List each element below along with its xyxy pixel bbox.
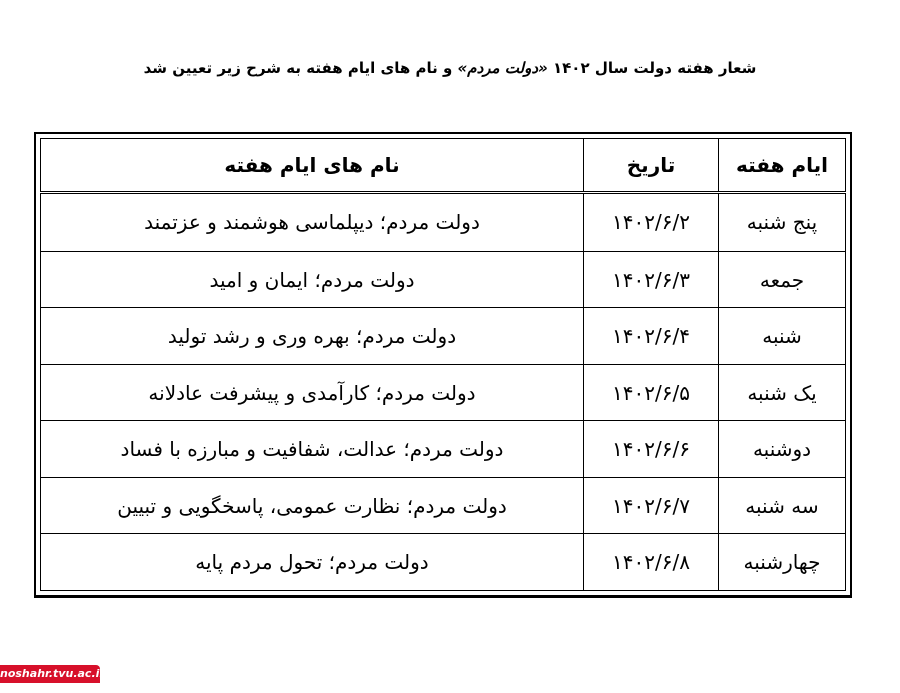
table-row xyxy=(41,534,846,591)
header-day: ایام هفته xyxy=(719,139,846,193)
cell-name: دولت مردم؛ دیپلماسی هوشمند و عزتمند xyxy=(41,193,584,252)
cell-day: سه شنبه xyxy=(719,477,846,534)
page-title-rest: و نام های ایام هفته به شرح زیر تعیین شد xyxy=(143,59,458,77)
header-name: نام های ایام هفته xyxy=(41,139,584,193)
week-table-frame xyxy=(34,132,852,598)
table-row xyxy=(41,308,846,365)
site-link[interactable]: noshahr.tvu.ac.ir xyxy=(0,665,100,683)
cell-date: ۱۴۰۲/۶/۴ xyxy=(584,308,719,365)
table-header-row xyxy=(41,139,846,193)
cell-day: پنج شنبه xyxy=(719,193,846,252)
cell-date: ۱۴۰۲/۶/۳ xyxy=(584,251,719,308)
cell-day: چهارشنبه xyxy=(719,534,846,591)
cell-day: دوشنبه xyxy=(719,421,846,478)
cell-name: دولت مردم؛ بهره وری و رشد تولید xyxy=(41,308,584,365)
header-date: تاریخ xyxy=(584,139,719,193)
page-title xyxy=(0,56,900,80)
page-title-text: شعار هفته دولت سال ۱۴۰۲ xyxy=(547,59,757,77)
cell-day: جمعه xyxy=(719,251,846,308)
page-title-emphasis: «دولت مردم» xyxy=(457,59,548,77)
cell-name: دولت مردم؛ ایمان و امید xyxy=(41,251,584,308)
cell-name: دولت مردم؛ نظارت عمومی، پاسخگویی و تبیین xyxy=(41,477,584,534)
cell-date: ۱۴۰۲/۶/۵ xyxy=(584,364,719,421)
cell-name: دولت مردم؛ کارآمدی و پیشرفت عادلانه xyxy=(41,364,584,421)
cell-name: دولت مردم؛ عدالت، شفافیت و مبارزه با فساد xyxy=(41,421,584,478)
table-row xyxy=(41,251,846,308)
table-row xyxy=(41,421,846,478)
week-names-table xyxy=(40,138,846,591)
cell-day: یک شنبه xyxy=(719,364,846,421)
table-row xyxy=(41,193,846,252)
cell-date: ۱۴۰۲/۶/۶ xyxy=(584,421,719,478)
cell-day: شنبه xyxy=(719,308,846,365)
cell-date: ۱۴۰۲/۶/۸ xyxy=(584,534,719,591)
cell-name: دولت مردم؛ تحول مردم پایه xyxy=(41,534,584,591)
cell-date: ۱۴۰۲/۶/۷ xyxy=(584,477,719,534)
table-row xyxy=(41,364,846,421)
table-row xyxy=(41,477,846,534)
cell-date: ۱۴۰۲/۶/۲ xyxy=(584,193,719,252)
